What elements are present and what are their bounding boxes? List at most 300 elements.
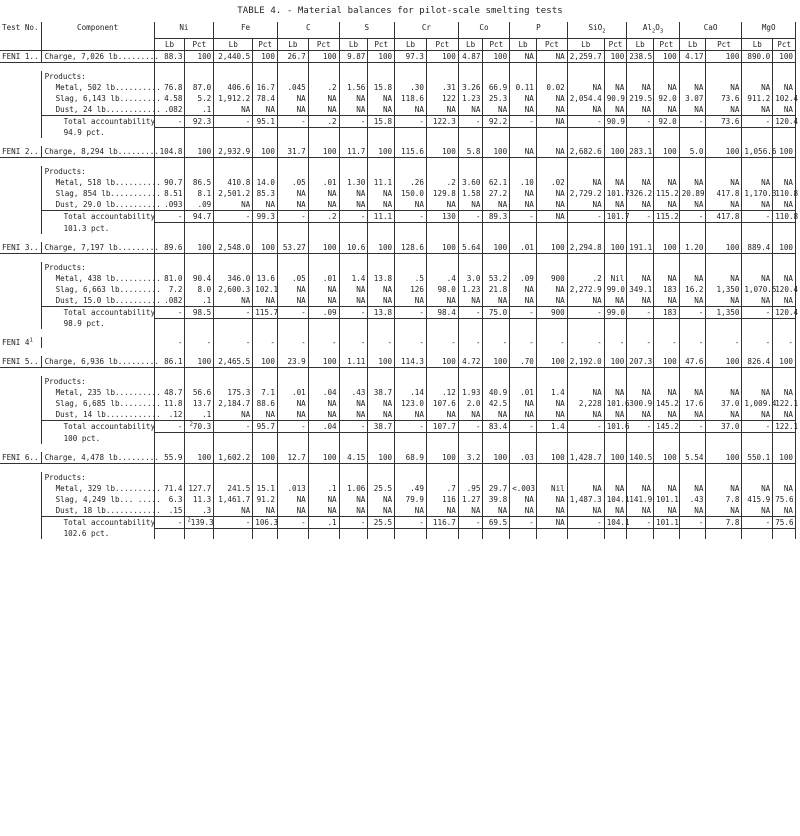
- charge-cell: 100: [368, 50, 395, 62]
- charge-cell: 100: [773, 146, 796, 158]
- product-cell: NA: [567, 409, 604, 421]
- total-cell: -: [458, 306, 483, 318]
- product-cell: 102.1: [253, 284, 278, 295]
- empty-cell: [706, 223, 742, 234]
- product-cell: 87.0: [185, 82, 214, 93]
- charge-cell: 2,192.0: [567, 356, 604, 368]
- product-cell: NA: [277, 409, 308, 421]
- product-cell: NA: [627, 295, 654, 307]
- product-cell: 219.5: [627, 93, 654, 104]
- spacer-cell: [604, 158, 627, 167]
- spacer-cell: [654, 62, 680, 71]
- product-cell: NA: [253, 409, 278, 421]
- product-cell: 2,272.9: [567, 284, 604, 295]
- product-cell: .09: [185, 199, 214, 211]
- total-cell: NA: [536, 516, 567, 528]
- header-element: $Al_2O_3$: [627, 22, 679, 38]
- total-cell: -: [679, 211, 706, 223]
- empty-cell: [154, 528, 185, 539]
- product-cell: NA: [627, 483, 654, 494]
- total-cell: -: [277, 516, 308, 528]
- empty-cell: [510, 318, 537, 329]
- product-cell: NA: [214, 199, 253, 211]
- charge-cell: 100: [426, 356, 458, 368]
- spacer-cell: [773, 368, 796, 377]
- total-cell: -: [458, 421, 483, 433]
- product-cell: NA: [567, 387, 604, 398]
- product-cell: NA: [510, 295, 537, 307]
- empty-cell: [654, 376, 680, 387]
- product-cell: 126: [395, 284, 427, 295]
- product-cell: .1: [185, 295, 214, 307]
- charge-cell: 100: [368, 242, 395, 254]
- product-cell: NA: [604, 199, 627, 211]
- product-cell: NA: [627, 505, 654, 517]
- empty-cell: [567, 262, 604, 273]
- empty-cell: [426, 127, 458, 138]
- empty-cell: [567, 223, 604, 234]
- spacer-cell: [627, 348, 654, 356]
- spacer-cell: [483, 62, 510, 71]
- charge-cell: 55.9: [154, 452, 185, 464]
- total-cell: -: [627, 516, 654, 528]
- total-cell: 98.4: [426, 306, 458, 318]
- total-cell: 116.7: [426, 516, 458, 528]
- test-no-empty: [0, 516, 41, 528]
- total-pct-row: [0, 433, 796, 444]
- product-label: Dust, 18 lb............: [41, 505, 154, 517]
- charge-cell: 100: [185, 452, 214, 464]
- test-no-empty: [0, 177, 41, 188]
- spacer-cell: [604, 444, 627, 452]
- product-cell: 183: [654, 284, 680, 295]
- product-cell: 13.8: [368, 273, 395, 284]
- dash-cell: -: [154, 337, 185, 348]
- total-cell: $^2$139.3: [185, 516, 214, 528]
- spacer-cell: [742, 368, 773, 377]
- spacer-cell: [339, 253, 368, 262]
- spacer-cell: [426, 463, 458, 472]
- total-cell: 115.2: [654, 211, 680, 223]
- empty-cell: [773, 318, 796, 329]
- charge-cell: NA: [536, 146, 567, 158]
- product-cell: 122: [426, 93, 458, 104]
- spacer-cell: [41, 329, 154, 337]
- product-cell: NA: [458, 295, 483, 307]
- product-cell: 3.26: [458, 82, 483, 93]
- test-no-empty: [0, 398, 41, 409]
- spacer-cell: [426, 444, 458, 452]
- total-label: Total accountability: [41, 421, 154, 433]
- spacer-cell: [395, 329, 427, 337]
- charge-cell: 100: [604, 356, 627, 368]
- product-cell: 2,054.4: [567, 93, 604, 104]
- product-cell: 145.2: [654, 398, 680, 409]
- spacer-cell: [154, 158, 185, 167]
- empty-cell: [567, 318, 604, 329]
- product-cell: 2,228: [567, 398, 604, 409]
- charge-row: [0, 452, 796, 464]
- empty-cell: [253, 262, 278, 273]
- spacer-cell: [0, 348, 41, 356]
- charge-cell: 100: [308, 356, 339, 368]
- product-cell: NA: [706, 409, 742, 421]
- empty-cell: [706, 472, 742, 483]
- product-cell: NA: [277, 199, 308, 211]
- charge-cell: 26.7: [277, 50, 308, 62]
- product-cell: NA: [706, 505, 742, 517]
- product-cell: NA: [458, 199, 483, 211]
- test-no-empty: [0, 93, 41, 104]
- spacer-cell: [742, 444, 773, 452]
- product-cell: 66.9: [483, 82, 510, 93]
- spacer-cell: [706, 138, 742, 146]
- empty-cell: [214, 433, 253, 444]
- empty-cell: [426, 376, 458, 387]
- spacer-cell: [368, 444, 395, 452]
- test-no: FENI 1..: [0, 50, 41, 62]
- product-cell: .01: [277, 387, 308, 398]
- total-cell: .04: [308, 421, 339, 433]
- product-cell: NA: [742, 199, 773, 211]
- product-cell: 1.56: [339, 82, 368, 93]
- product-cell: 0.02: [536, 82, 567, 93]
- charge-label: Charge, 4,478 lb.........: [41, 452, 154, 464]
- charge-cell: NA: [510, 50, 537, 62]
- spacer-cell: [458, 62, 483, 71]
- total-cell: -: [395, 421, 427, 433]
- spacer-cell: [395, 444, 427, 452]
- empty-cell: [277, 528, 308, 539]
- product-cell: 38.7: [368, 387, 395, 398]
- product-cell: NA: [567, 104, 604, 116]
- total-cell: -: [679, 516, 706, 528]
- charge-cell: 889.4: [742, 242, 773, 254]
- product-cell: NA: [773, 295, 796, 307]
- product-cell: NA: [510, 93, 537, 104]
- empty-cell: [483, 318, 510, 329]
- spacer-cell: [483, 158, 510, 167]
- empty-cell: [253, 71, 278, 82]
- product-cell: NA: [604, 82, 627, 93]
- total-cell: -: [458, 115, 483, 127]
- empty-cell: [185, 318, 214, 329]
- product-label: Metal, 502 lb..........: [41, 82, 154, 93]
- empty-cell: [214, 528, 253, 539]
- product-cell: NA: [277, 295, 308, 307]
- spacer-cell: [654, 329, 680, 337]
- empty-cell: [395, 433, 427, 444]
- total-label: Total accountability: [41, 115, 154, 127]
- charge-cell: 100: [654, 356, 680, 368]
- total-cell: 37.0: [706, 421, 742, 433]
- product-cell: 1.93: [458, 387, 483, 398]
- empty-cell: [679, 433, 706, 444]
- spacer-cell: [567, 444, 604, 452]
- product-cell: NA: [773, 387, 796, 398]
- product-cell: 346.0: [214, 273, 253, 284]
- empty-cell: [773, 71, 796, 82]
- product-cell: NA: [214, 295, 253, 307]
- total-cell: NA: [536, 211, 567, 223]
- total-cell: -: [339, 115, 368, 127]
- header-element: P: [510, 22, 568, 38]
- spacer-cell: [185, 253, 214, 262]
- product-cell: NA: [510, 398, 537, 409]
- empty-cell: [339, 262, 368, 273]
- charge-cell: 10.6: [339, 242, 368, 254]
- charge-cell: 86.1: [154, 356, 185, 368]
- empty-cell: [214, 318, 253, 329]
- product-cell: NA: [395, 199, 427, 211]
- spacer-cell: [426, 234, 458, 242]
- spacer-cell: [277, 348, 308, 356]
- charge-cell: 4.72: [458, 356, 483, 368]
- charge-cell: 100: [308, 452, 339, 464]
- spacer-cell: [567, 463, 604, 472]
- product-cell: 1.4: [536, 387, 567, 398]
- total-cell: -: [742, 516, 773, 528]
- total-cell: 130: [426, 211, 458, 223]
- empty-cell: [339, 376, 368, 387]
- charge-label: Charge, 7,197 lb.........: [41, 242, 154, 254]
- total-cell: -: [395, 306, 427, 318]
- total-pct: 102.6 pct.: [41, 528, 154, 539]
- product-cell: NA: [654, 409, 680, 421]
- empty-cell: [742, 71, 773, 82]
- total-label: Total accountability: [41, 516, 154, 528]
- product-cell: NA: [368, 199, 395, 211]
- test-no-empty: [0, 472, 41, 483]
- total-cell: 183: [654, 306, 680, 318]
- empty-cell: [706, 262, 742, 273]
- empty-cell: [567, 472, 604, 483]
- empty-cell: [654, 472, 680, 483]
- product-cell: .04: [308, 387, 339, 398]
- spacer-cell: [0, 234, 41, 242]
- spacer-cell: [308, 348, 339, 356]
- product-cell: NA: [368, 284, 395, 295]
- product-cell: 118.6: [395, 93, 427, 104]
- empty-cell: [536, 127, 567, 138]
- spacer-cell: [426, 62, 458, 71]
- product-cell: 110.8: [773, 188, 796, 199]
- product-cell: NA: [627, 177, 654, 188]
- spacer-cell: [627, 253, 654, 262]
- charge-cell: 4.17: [679, 50, 706, 62]
- product-cell: NA: [654, 104, 680, 116]
- empty-cell: [604, 318, 627, 329]
- empty-cell: [185, 223, 214, 234]
- empty-cell: [654, 433, 680, 444]
- spacer-cell: [627, 444, 654, 452]
- total-cell: -: [510, 421, 537, 433]
- test-no-empty: [0, 528, 41, 539]
- spacer-cell: [0, 62, 41, 71]
- empty-cell: [426, 472, 458, 483]
- empty-cell: [339, 71, 368, 82]
- spacer-cell: [742, 62, 773, 71]
- spacer-cell: [706, 368, 742, 377]
- total-cell: 122.3: [426, 115, 458, 127]
- empty-cell: [253, 528, 278, 539]
- test-no-empty: [0, 273, 41, 284]
- charge-label: Charge, 6,936 lb.........: [41, 356, 154, 368]
- product-cell: NA: [679, 387, 706, 398]
- product-cell: NA: [706, 82, 742, 93]
- spacer-cell: [483, 463, 510, 472]
- total-cell: -: [214, 306, 253, 318]
- spacer-cell: [308, 253, 339, 262]
- total-cell: .1: [308, 516, 339, 528]
- test-no-empty: [0, 223, 41, 234]
- charge-cell: 100: [185, 50, 214, 62]
- spacer-cell: [510, 234, 537, 242]
- spacer-cell: [426, 368, 458, 377]
- empty-cell: [426, 318, 458, 329]
- empty-cell: [308, 433, 339, 444]
- charge-cell: 4.87: [458, 50, 483, 62]
- charge-cell: 5.8: [458, 146, 483, 158]
- spacer-cell: [368, 158, 395, 167]
- empty-cell: [339, 127, 368, 138]
- spacer-cell: [253, 444, 278, 452]
- empty-cell: [214, 472, 253, 483]
- empty-cell: [185, 127, 214, 138]
- spacer-cell: [536, 444, 567, 452]
- dash-cell: -: [339, 337, 368, 348]
- total-label: Total accountability: [41, 211, 154, 223]
- product-cell: 2.0: [458, 398, 483, 409]
- product-cell: NA: [426, 409, 458, 421]
- empty-cell: [458, 223, 483, 234]
- product-cell: 241.5: [214, 483, 253, 494]
- product-cell: NA: [706, 483, 742, 494]
- spacer-cell: [41, 253, 154, 262]
- empty-cell: [214, 223, 253, 234]
- charge-cell: 100: [308, 242, 339, 254]
- product-cell: 7.1: [253, 387, 278, 398]
- test-no-empty: [0, 166, 41, 177]
- charge-cell: 4.15: [339, 452, 368, 464]
- product-cell: 53.2: [483, 273, 510, 284]
- total-cell: 104.1: [604, 516, 627, 528]
- total-cell: 417.8: [706, 211, 742, 223]
- empty-cell: [253, 127, 278, 138]
- spacer-cell: [308, 138, 339, 146]
- spacer-cell: [214, 158, 253, 167]
- total-pct-row: [0, 528, 796, 539]
- total-cell: -: [339, 306, 368, 318]
- empty-cell: [458, 376, 483, 387]
- total-cell: -: [339, 516, 368, 528]
- product-cell: NA: [567, 82, 604, 93]
- total-cell: -: [627, 306, 654, 318]
- product-label: Slag, 4,249 lb... .....: [41, 494, 154, 505]
- charge-cell: 100: [368, 452, 395, 464]
- spacer-cell: [339, 368, 368, 377]
- product-cell: NA: [426, 199, 458, 211]
- empty-cell: [277, 472, 308, 483]
- empty-cell: [604, 262, 627, 273]
- product-cell: 1,461.7: [214, 494, 253, 505]
- header-element: Co: [458, 22, 509, 38]
- product-cell: NA: [308, 188, 339, 199]
- empty-cell: [773, 223, 796, 234]
- spacer-cell: [253, 348, 278, 356]
- product-cell: NA: [706, 104, 742, 116]
- total-cell: 101.6: [604, 421, 627, 433]
- product-cell: NA: [706, 387, 742, 398]
- product-cell: NA: [458, 409, 483, 421]
- charge-cell: 104.8: [154, 146, 185, 158]
- dash-cell: -: [185, 337, 214, 348]
- header-lb: Lb: [339, 38, 368, 50]
- product-cell: 101.7: [604, 188, 627, 199]
- total-pct: 101.3 pct.: [41, 223, 154, 234]
- spacer-cell: [214, 348, 253, 356]
- charge-cell: 12.7: [277, 452, 308, 464]
- header-pct: Pct: [253, 38, 278, 50]
- charge-cell: 100: [536, 356, 567, 368]
- empty-cell: [368, 376, 395, 387]
- spacer-cell: [773, 348, 796, 356]
- spacer-cell: [567, 329, 604, 337]
- product-cell: .1: [185, 409, 214, 421]
- material-balance-table: [0, 22, 799, 539]
- total-cell: 92.2: [483, 115, 510, 127]
- charge-cell: 5.0: [679, 146, 706, 158]
- product-cell: NA: [627, 409, 654, 421]
- spacer-cell: [654, 348, 680, 356]
- product-cell: .12: [426, 387, 458, 398]
- spacer-cell: [567, 138, 604, 146]
- empty-cell: [536, 528, 567, 539]
- product-cell: 11.8: [154, 398, 185, 409]
- product-cell: NA: [567, 199, 604, 211]
- product-cell: NA: [536, 199, 567, 211]
- charge-row: [0, 50, 796, 62]
- test-no: FENI 5..: [0, 356, 41, 368]
- charge-cell: 100: [536, 242, 567, 254]
- product-cell: 102.4: [773, 93, 796, 104]
- spacer-cell: [339, 62, 368, 71]
- spacer-cell: [0, 444, 41, 452]
- empty-cell: [536, 71, 567, 82]
- product-cell: NA: [627, 199, 654, 211]
- product-cell: .013: [277, 483, 308, 494]
- total-cell: 120.4: [773, 306, 796, 318]
- product-cell: NA: [214, 104, 253, 116]
- spacer-cell: [0, 158, 41, 167]
- empty-cell: [627, 166, 654, 177]
- spacer-cell: [185, 138, 214, 146]
- product-cell: 73.6: [706, 93, 742, 104]
- spacer-cell: [536, 158, 567, 167]
- total-label: Total accountability: [41, 306, 154, 318]
- empty-cell: [253, 166, 278, 177]
- spacer-cell: [154, 348, 185, 356]
- total-cell: -: [742, 306, 773, 318]
- empty-cell: [773, 262, 796, 273]
- product-cell: 39.8: [483, 494, 510, 505]
- empty-cell: [742, 166, 773, 177]
- product-label: Dust, 29.0 lb..........: [41, 199, 154, 211]
- spacer-cell: [339, 329, 368, 337]
- empty-cell: [253, 472, 278, 483]
- total-cell: .09: [308, 306, 339, 318]
- total-cell: -: [339, 421, 368, 433]
